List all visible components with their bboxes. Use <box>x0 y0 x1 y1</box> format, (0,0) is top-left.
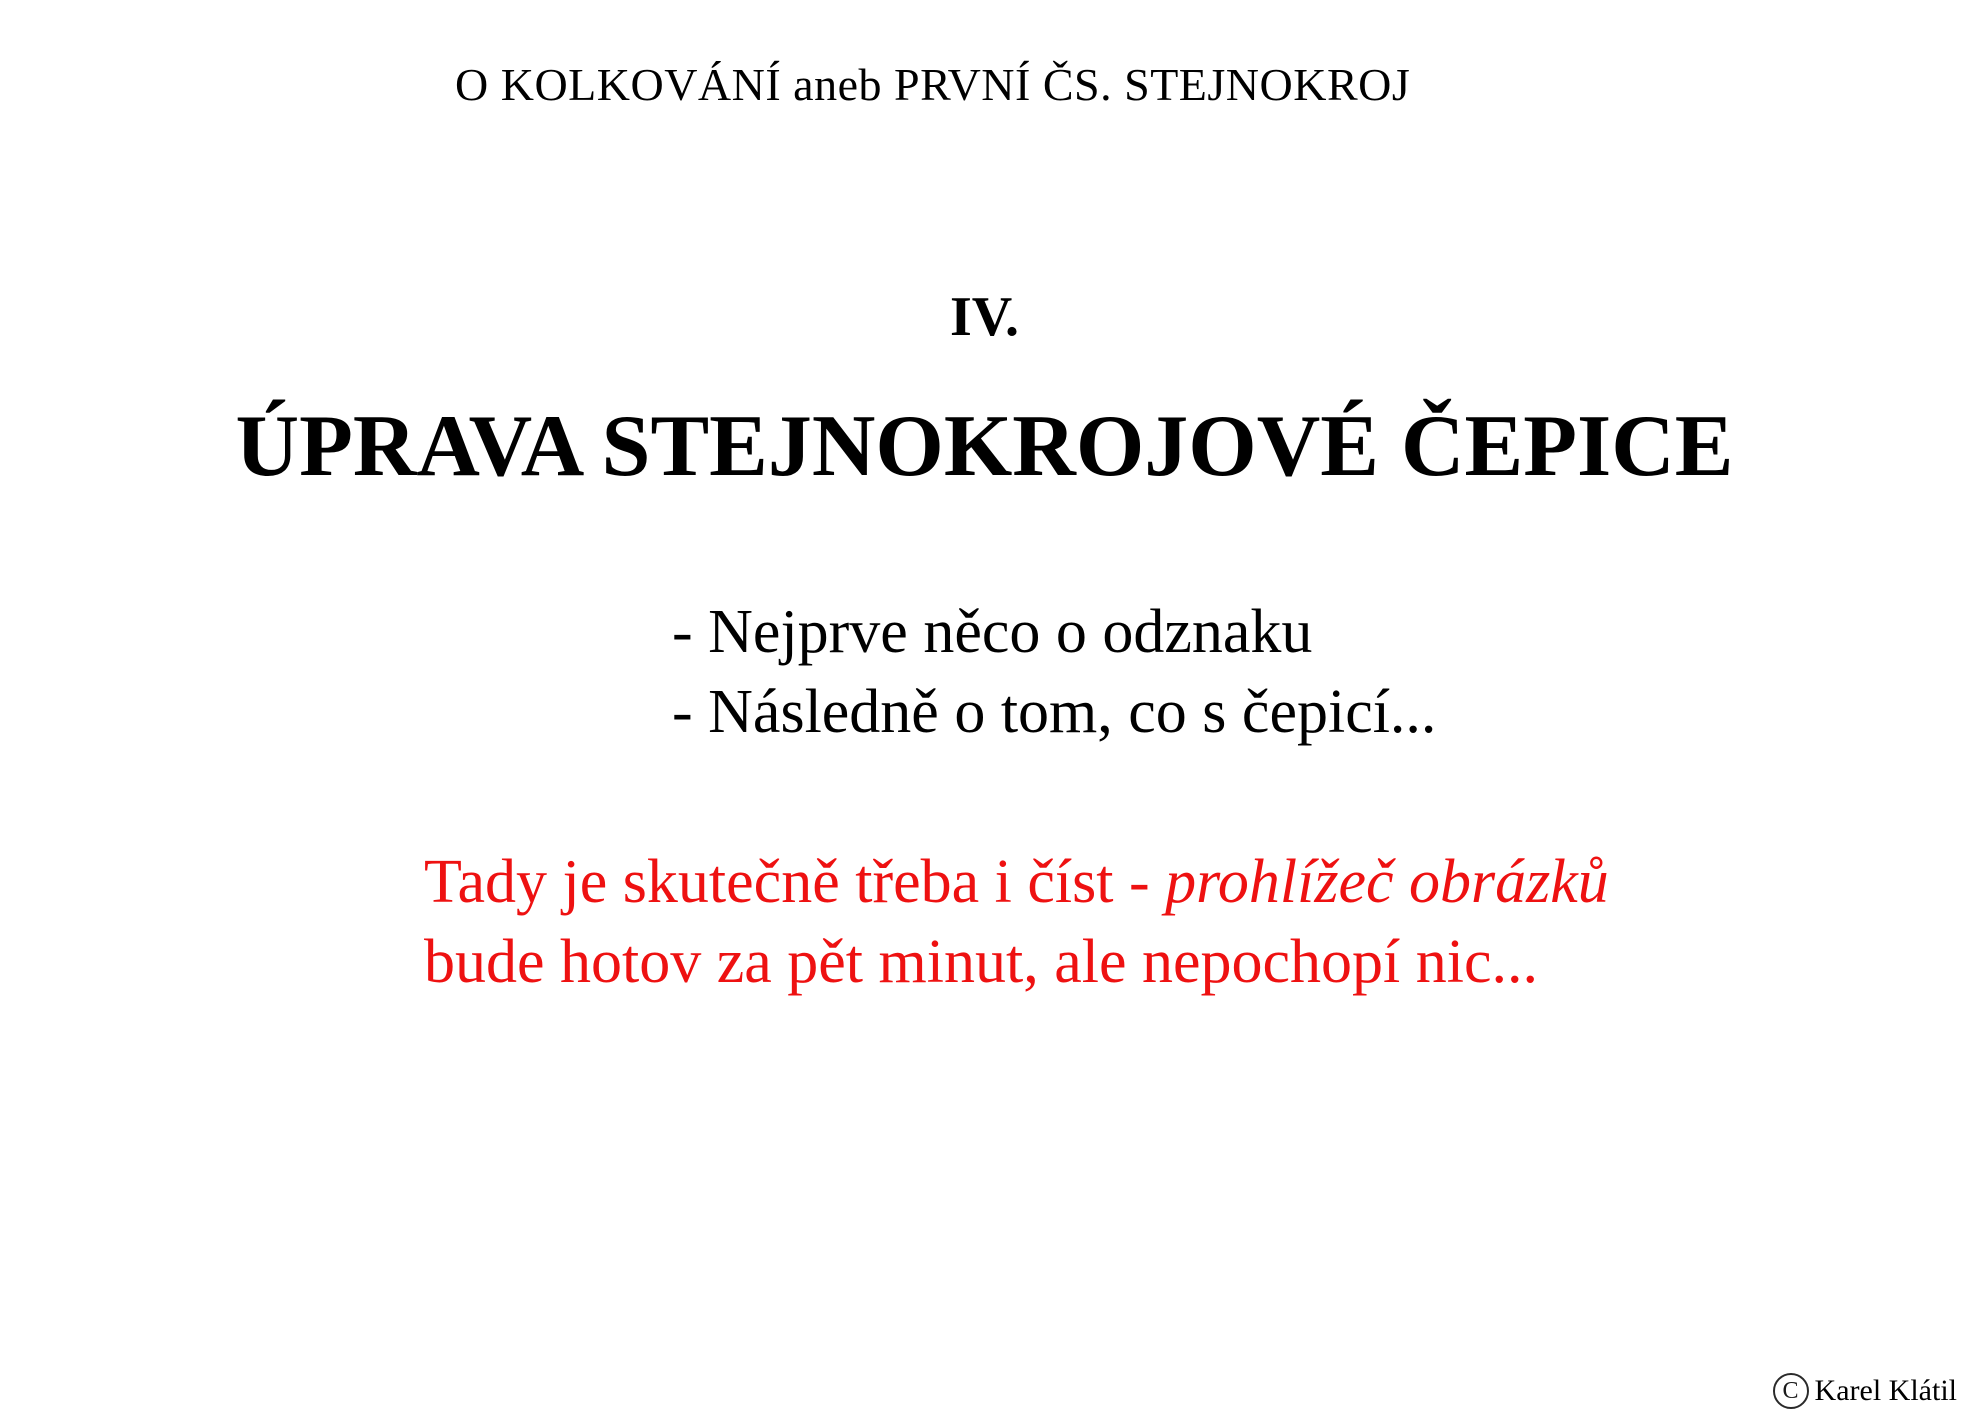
credit <box>1773 1373 1957 1409</box>
red-note <box>424 842 1609 1002</box>
slide-header: O KOLKOVÁNÍ aneb PRVNÍ ČS. STEJNOKROJ <box>455 59 1411 110</box>
note-line1-italic: prohlížeč obrázků <box>1165 848 1609 916</box>
note-line-1 <box>424 842 1609 922</box>
bullet-item-cepice: - Následně o tom, co s čepicí... <box>672 678 1437 746</box>
credit-name: Karel Klátil <box>1814 1374 1957 1407</box>
slide-title: ÚPRAVA STEJNOKROJOVÉ ČEPICE <box>235 398 1734 495</box>
note-line1-regular: Tady je skutečně třeba i číst - <box>424 848 1166 916</box>
note-line-2: bude hotov za pět minut, ale nepochopí nic... <box>424 928 1538 996</box>
bullet-item-odznak: - Nejprve něco o odznaku <box>672 598 1313 666</box>
copyright-icon: C <box>1773 1373 1809 1409</box>
bullet-list <box>672 592 1436 752</box>
section-number: IV. <box>949 286 1019 348</box>
